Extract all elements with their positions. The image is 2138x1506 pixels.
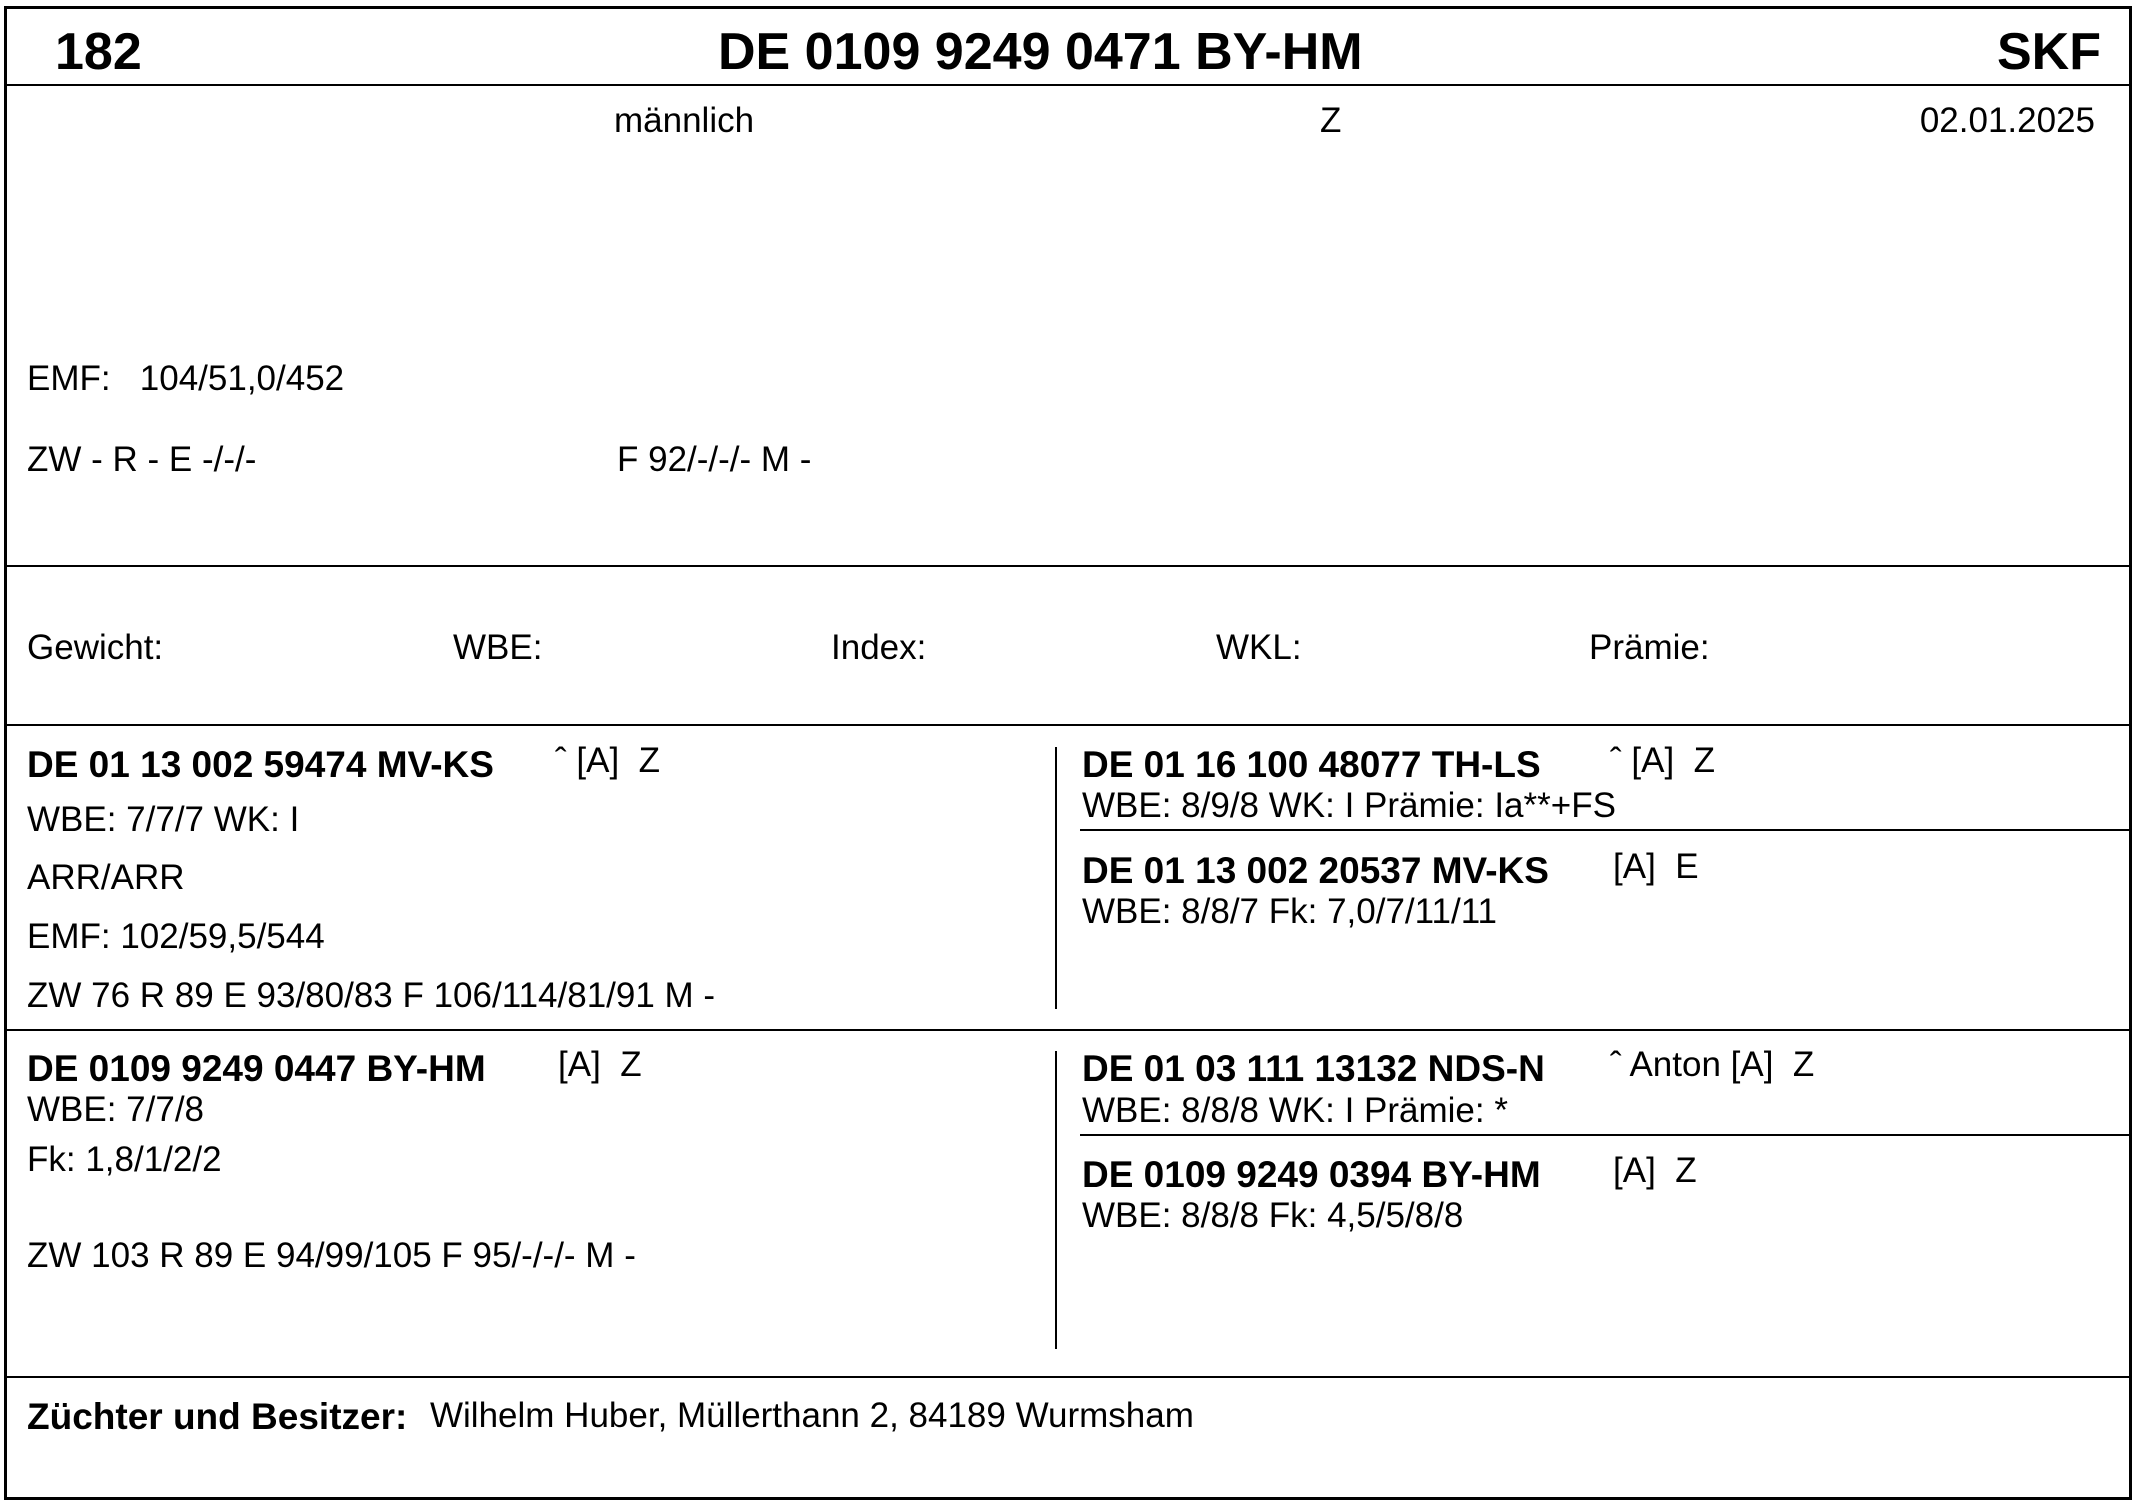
weight-label: Gewicht:	[27, 628, 164, 667]
registration-id: DE 0109 9249 0471 BY-HM	[718, 23, 1363, 81]
sire-dam-divider	[4, 1029, 2132, 1031]
f-line: F 92/-/-/- M -	[617, 440, 812, 479]
sire-id: DE 01 13 002 59474 MV-KS	[27, 744, 494, 785]
sire-genotype: ARR/ARR	[27, 858, 185, 897]
dam-sire-marks: ˆ Anton [A] Z	[1610, 1045, 1815, 1084]
sire-grandparents-divider	[1080, 829, 2132, 831]
index-label: Index:	[831, 628, 927, 667]
header-divider	[4, 84, 2132, 86]
dam-column-divider	[1055, 1051, 1057, 1349]
breeder-label: Züchter und Besitzer:	[27, 1396, 408, 1437]
sire-marks: ˆ [A] Z	[555, 741, 660, 780]
sire-dam-detail: WBE: 8/8/7 Fk: 7,0/7/11/11	[1082, 892, 1498, 931]
sire-dam-id: DE 01 13 002 20537 MV-KS	[1082, 850, 1549, 891]
emf-line: EMF: 104/51,0/452	[27, 359, 345, 398]
dam-marks: [A] Z	[558, 1045, 642, 1084]
evaluation-divider	[4, 724, 2132, 726]
catalog-number: 182	[55, 23, 142, 81]
award-label: Prämie:	[1589, 628, 1710, 667]
sire-dam-marks: [A] E	[1613, 847, 1699, 886]
sire-zw: ZW 76 R 89 E 93/80/83 F 106/114/81/91 M -	[27, 976, 716, 1015]
zw-line: ZW - R - E -/-/-	[27, 440, 257, 479]
breed-code: SKF	[1997, 23, 2101, 81]
sire-sire-detail: WBE: 8/9/8 WK: I Prämie: Ia**+FS	[1082, 786, 1616, 825]
sire-emf: EMF: 102/59,5/544	[27, 917, 325, 956]
dam-sire-detail: WBE: 8/8/8 WK: I Prämie: *	[1082, 1091, 1508, 1130]
breeder-divider	[4, 1376, 2132, 1378]
wkl-label: WKL:	[1216, 628, 1302, 667]
breeder-value: Wilhelm Huber, Müllerthann 2, 84189 Wurmsham	[430, 1396, 1194, 1435]
dam-fk: Fk: 1,8/1/2/2	[27, 1140, 222, 1179]
herdbook-code: Z	[1320, 101, 1342, 140]
dam-id: DE 0109 9249 0447 BY-HM	[27, 1048, 486, 1089]
sex-label: männlich	[614, 101, 755, 140]
dam-dam-detail: WBE: 8/8/8 Fk: 4,5/5/8/8	[1082, 1196, 1464, 1235]
sire-sire-marks: ˆ [A] Z	[1610, 741, 1715, 780]
dam-dam-id: DE 0109 9249 0394 BY-HM	[1082, 1154, 1541, 1195]
performance-divider	[4, 565, 2132, 567]
dam-dam-marks: [A] Z	[1613, 1151, 1697, 1190]
dam-sire-id: DE 01 03 111 13132 NDS-N	[1082, 1048, 1545, 1089]
sire-column-divider	[1055, 747, 1057, 1009]
date-label: 02.01.2025	[1919, 101, 2095, 140]
sire-wbe: WBE: 7/7/7 WK: I	[27, 800, 300, 839]
dam-zw: ZW 103 R 89 E 94/99/105 F 95/-/-/- M -	[27, 1236, 636, 1275]
dam-wbe: WBE: 7/7/8	[27, 1090, 205, 1129]
wbe-label: WBE:	[453, 628, 543, 667]
sire-sire-id: DE 01 16 100 48077 TH-LS	[1082, 744, 1541, 785]
dam-grandparents-divider	[1080, 1134, 2132, 1136]
